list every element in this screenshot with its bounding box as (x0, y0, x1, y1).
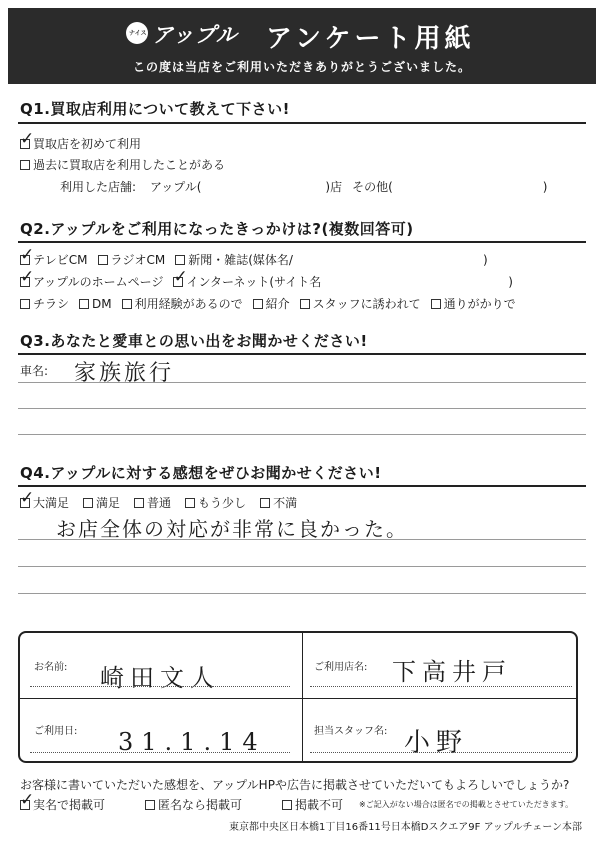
consent-options (20, 789, 574, 813)
q3-rule (18, 353, 586, 355)
option-label: 匿名なら掲載可 (158, 798, 243, 812)
q2-option-homepage[interactable] (20, 266, 164, 290)
check-mark-icon: ✓ (20, 244, 35, 265)
store-underline (310, 686, 572, 687)
option-label: 掲載不可 (295, 798, 344, 812)
checkbox-icon[interactable] (20, 244, 35, 265)
checkbox-icon[interactable] (20, 299, 30, 309)
option-label: 紹介 (265, 297, 290, 311)
consent-option-anonymous[interactable] (145, 796, 242, 813)
write-line (18, 382, 586, 383)
q1-store-line (60, 178, 547, 195)
checkbox-icon[interactable] (83, 498, 93, 508)
consent-option-no[interactable] (282, 796, 343, 813)
checkbox-icon[interactable] (185, 498, 195, 508)
option-label: 大満足 (33, 496, 70, 510)
q2-option-referral[interactable] (253, 295, 290, 312)
option-label: 新聞・雑誌(媒体名/ (188, 253, 293, 267)
option-label: 買取店を初めて利用 (33, 137, 142, 151)
date-handwritten[interactable]: 31.1.14 (118, 728, 266, 756)
checkbox-icon[interactable] (20, 266, 35, 287)
q4-option-normal[interactable] (134, 494, 171, 511)
write-line (18, 566, 586, 567)
page-subtitle: この度は当店をご利用いただきありがとうございました。 (132, 60, 471, 74)
option-label: 過去に買取店を利用したことがある (33, 158, 226, 172)
staff-handwritten[interactable]: 小野 (404, 728, 469, 758)
checkbox-icon[interactable] (300, 299, 310, 309)
q2-option-flyer[interactable] (20, 295, 69, 312)
store-handwritten[interactable]: 下高井戸 (392, 658, 512, 686)
q2-row-3 (20, 295, 526, 312)
option-label: チラシ (33, 297, 70, 311)
customer-info-box (18, 631, 578, 763)
q2-row-1 (20, 244, 488, 268)
consent-question: お客様に書いていただいた感想を、アップルHPや広告に掲載させていただいてもよろしいでしょうか? (20, 778, 570, 792)
q4-options (20, 487, 307, 511)
q2-row-2 (20, 266, 513, 290)
option-label: ラジオCM (110, 253, 166, 267)
header-banner (8, 8, 596, 84)
page-title: アンケート用紙 (266, 24, 475, 54)
q1-title: Q1.買取店利用について教えて下さい! (20, 100, 290, 118)
checkbox-icon[interactable] (20, 789, 35, 810)
q2-option-radio-cm[interactable] (98, 251, 166, 268)
logo-text: アップル (152, 23, 238, 47)
q4-option-satisfied[interactable] (83, 494, 120, 511)
write-line (18, 539, 586, 540)
checkbox-icon[interactable] (282, 800, 292, 810)
q2-option-tv-cm[interactable] (20, 244, 88, 268)
q2-row-1-close: ) (482, 252, 488, 267)
q1-option-row (20, 156, 235, 173)
footer-address: 東京都中央区日本橋1丁目16番11号日本橋Dスクエア9F アップルチェーン本部 (228, 822, 582, 833)
date-label: ご利用日: (34, 726, 78, 737)
store-line-close: ) (542, 179, 548, 194)
car-label: 車名: (20, 364, 49, 378)
name-underline (30, 686, 290, 687)
q2-title: Q2.アップルをご利用になったきっかけは?(複数回答可) (20, 220, 414, 238)
check-mark-icon: ✓ (173, 266, 188, 287)
staff-label: 担当スタッフ名: (314, 726, 388, 737)
q1-rule (18, 122, 586, 124)
option-label: 満足 (96, 496, 121, 510)
option-label: DM (92, 296, 112, 311)
q1-option-row (20, 128, 151, 152)
q1-option-used-before[interactable] (20, 156, 225, 173)
write-line (18, 408, 586, 409)
checkbox-icon[interactable] (20, 128, 35, 149)
checkbox-icon[interactable] (145, 800, 155, 810)
checkbox-icon[interactable] (79, 299, 89, 309)
write-line (18, 434, 586, 435)
check-mark-icon: ✓ (20, 789, 35, 810)
store-line-suffix: )店 (325, 180, 343, 194)
q2-rule (18, 241, 586, 243)
q3-handwritten-answer[interactable]: 家族旅行 (74, 361, 175, 386)
q4-option-unsatisfied[interactable] (260, 494, 297, 511)
info-box-divider (302, 633, 303, 761)
q4-handwritten-answer[interactable]: お店全体の対応が非常に良かった。 (56, 517, 408, 541)
q3-title: Q3.あなたと愛車との思い出をお聞かせください! (20, 332, 368, 350)
option-label: 通りがかりで (443, 297, 516, 311)
option-label: スタッフに誘われて (312, 297, 421, 311)
checkbox-icon[interactable] (260, 498, 270, 508)
q3-car-label (20, 362, 48, 379)
option-label: 普通 (147, 496, 172, 510)
q4-title: Q4.アップルに対する感想をぜひお聞かせください! (20, 464, 382, 482)
store-line-prefix: 利用した店舗: (60, 180, 137, 194)
checkbox-icon[interactable] (134, 498, 144, 508)
consent-option-real-name[interactable] (20, 789, 106, 813)
q4-option-very-satisfied[interactable] (20, 487, 70, 511)
name-label: お名前: (34, 662, 68, 673)
checkbox-icon[interactable] (122, 299, 132, 309)
option-label: 利用経験があるので (134, 297, 243, 311)
checkbox-icon[interactable] (20, 487, 35, 508)
checkbox-icon[interactable] (175, 255, 185, 265)
check-mark-icon: ✓ (20, 128, 35, 149)
check-mark-icon: ✓ (20, 266, 35, 287)
store-line-apple: アップル( (150, 180, 202, 194)
check-mark-icon: ✓ (20, 487, 35, 508)
date-underline (30, 752, 290, 753)
q2-row-2-close: ) (508, 274, 513, 289)
q4-option-could-be-better[interactable] (185, 494, 246, 511)
store-label: ご利用店名: (314, 662, 368, 673)
option-label: テレビCM (33, 253, 88, 267)
q2-option-passing-by[interactable] (431, 295, 516, 312)
q2-option-internet[interactable] (173, 266, 322, 290)
logo-badge-text: ナイス (129, 30, 147, 37)
checkbox-icon[interactable] (253, 299, 263, 309)
option-label: もう少し (198, 496, 247, 510)
write-line (18, 593, 586, 594)
q2-option-experience[interactable] (122, 295, 243, 312)
q2-option-dm[interactable] (79, 297, 112, 311)
option-label: 不満 (273, 496, 298, 510)
option-label: 実名で掲載可 (33, 798, 106, 812)
name-handwritten[interactable]: 崎田文人 (100, 664, 220, 692)
option-label: インターネット(サイト名 (186, 275, 322, 289)
q1-option-first-time[interactable] (20, 128, 142, 152)
checkbox-icon[interactable] (20, 160, 30, 170)
q4-rule (18, 485, 586, 487)
logo-badge-icon (126, 22, 148, 44)
q2-option-newspaper[interactable] (175, 251, 293, 268)
q2-option-staff-invite[interactable] (300, 295, 421, 312)
checkbox-icon[interactable] (431, 299, 441, 309)
checkbox-icon[interactable] (98, 255, 108, 265)
staff-underline (310, 752, 572, 753)
consent-note: ※ご記入がない場合は匿名での掲載とさせていただきます。 (359, 800, 574, 809)
checkbox-icon[interactable] (173, 266, 188, 287)
info-box-divider (20, 698, 576, 699)
option-label: アップルのホームページ (33, 275, 164, 289)
store-line-other: その他( (352, 180, 393, 194)
